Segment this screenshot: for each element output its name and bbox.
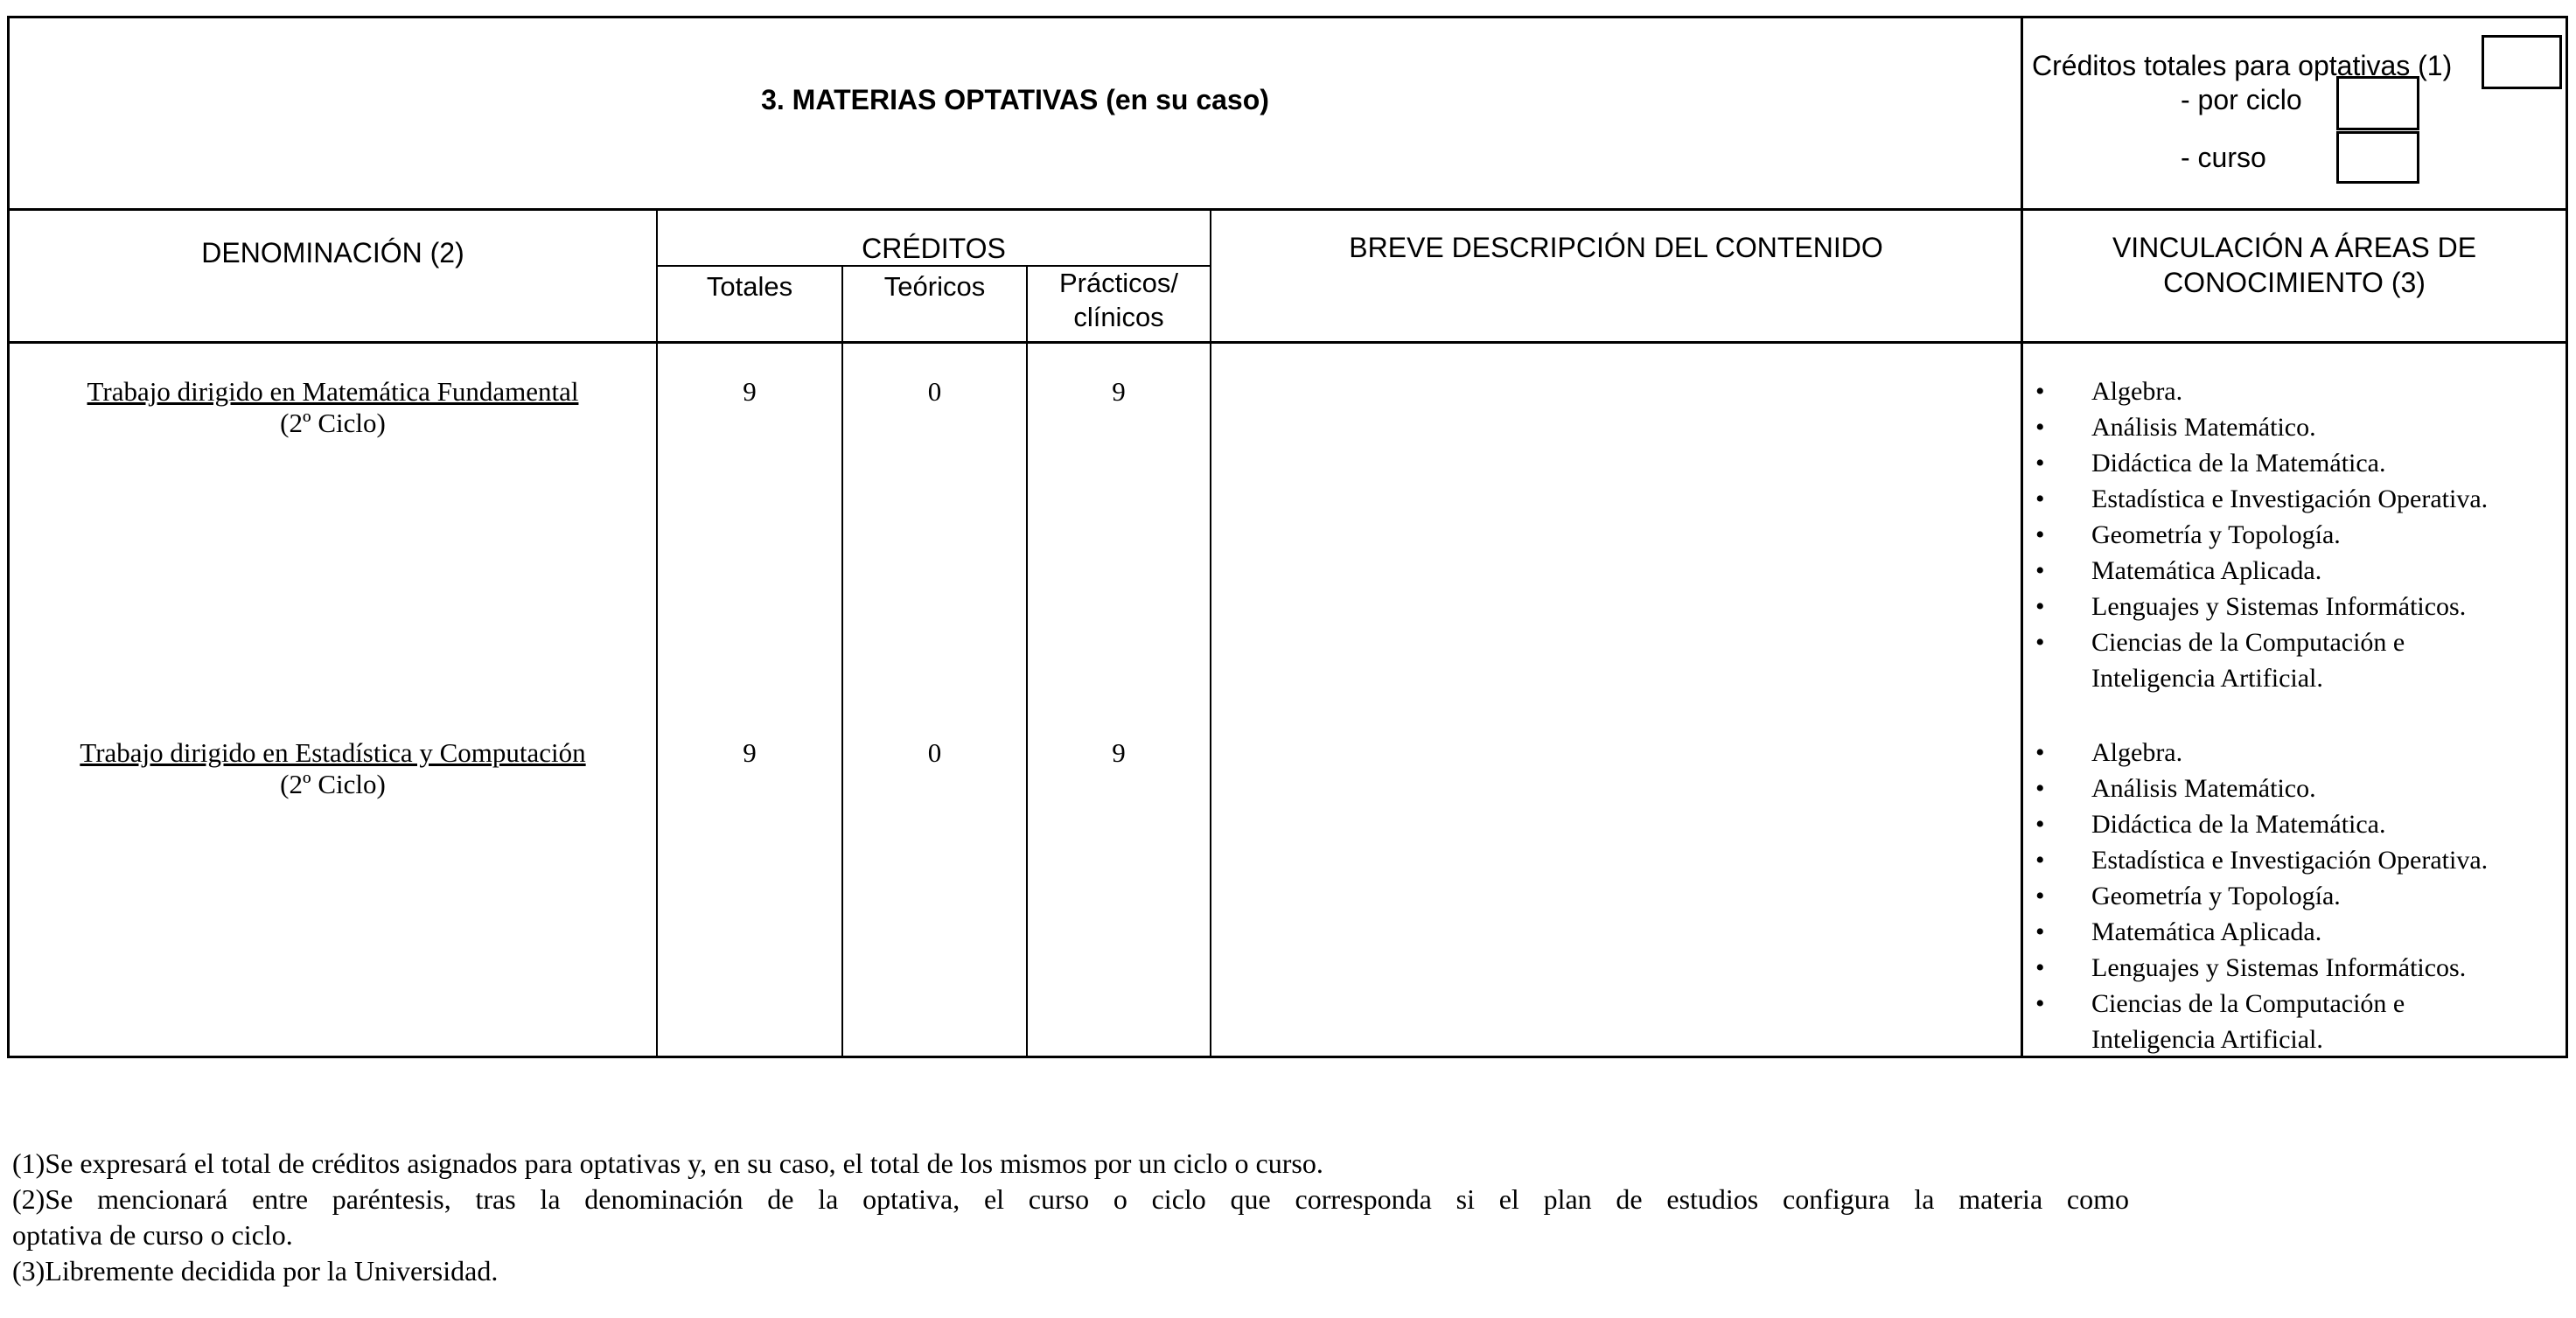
area-item: • Lenguajes y Sistemas Informáticos. xyxy=(2035,589,2560,624)
area-item: • Análisis Matemático. xyxy=(2035,771,2560,806)
credits-totales-value: 9 xyxy=(743,737,757,768)
areas-list xyxy=(2035,735,2560,1057)
area-item: • Matemática Aplicada. xyxy=(2035,914,2560,950)
header-totales: Totales xyxy=(706,271,793,302)
column-divider-descripcion xyxy=(2021,16,2023,1058)
footnote-2-line1: (2)Se mencionará entre paréntesis, tras la denominación de la optativa, el curso o ciclo que corresponda si el plan de estudios configura la materia como xyxy=(12,1183,2129,1215)
area-item: • Algebra. xyxy=(2035,373,2560,409)
creditos-subheader-divider xyxy=(656,265,1211,267)
credits-total-box[interactable] xyxy=(2482,35,2562,89)
header-row-divider xyxy=(7,341,2568,344)
materia-title: Trabajo dirigido en Matemática Fundamental xyxy=(87,376,579,407)
area-item: • Geometría y Topología. xyxy=(2035,517,2560,553)
materia-title: Trabajo dirigido en Estadística y Computación xyxy=(80,737,586,768)
credits-total-label: Créditos totales para optativas (1) xyxy=(2032,50,2453,81)
table-border-top xyxy=(7,16,2568,18)
per-course-label: - curso xyxy=(2181,142,2266,173)
credits-totales-value: 9 xyxy=(743,376,757,407)
footnote-1: (1)Se expresará el total de créditos asignados para optativas y, en su caso, el total de los mismos por un ciclo o curso. xyxy=(12,1147,1323,1179)
header-practicos-line2: clínicos xyxy=(1073,302,1164,332)
per-cycle-label: - por ciclo xyxy=(2181,84,2302,115)
section-title: 3. MATERIAS OPTATIVAS (en su caso) xyxy=(761,84,1269,115)
header-teoricos: Teóricos xyxy=(883,271,986,302)
header-vinculacion-line1: VINCULACIÓN A ÁREAS DE xyxy=(2112,232,2477,263)
per-course-box[interactable] xyxy=(2336,131,2419,184)
area-item: • Algebra. xyxy=(2035,735,2560,771)
credits-teoricos-value: 0 xyxy=(927,737,942,768)
area-item: • Didáctica de la Matemática. xyxy=(2035,445,2560,481)
title-row-divider xyxy=(7,208,2568,211)
area-item: • Ciencias de la Computación e xyxy=(2035,624,2560,660)
header-denominacion: DENOMINACIÓN (2) xyxy=(201,237,464,268)
area-item: • Análisis Matemático. xyxy=(2035,409,2560,445)
column-divider-practicos xyxy=(1210,208,1211,1058)
materia-name xyxy=(10,376,656,439)
footnote-2-line2: optativa de curso o ciclo. xyxy=(12,1219,293,1251)
per-cycle-box[interactable] xyxy=(2336,76,2419,130)
header-vinculacion-line2: CONOCIMIENTO (3) xyxy=(2163,267,2426,298)
area-item-continuation: Inteligencia Artificial. xyxy=(2091,1025,2323,1054)
credits-practicos-value: 9 xyxy=(1112,737,1126,768)
table-border-left xyxy=(7,16,10,1058)
area-item: • Didáctica de la Matemática. xyxy=(2035,806,2560,842)
area-item: • Estadística e Investigación Operativa. xyxy=(2035,481,2560,517)
header-creditos: CRÉDITOS xyxy=(862,233,1006,264)
area-item: • Ciencias de la Computación e xyxy=(2035,986,2560,1022)
header-descripcion: BREVE DESCRIPCIÓN DEL CONTENIDO xyxy=(1349,232,1883,263)
area-item: • Lenguajes y Sistemas Informáticos. xyxy=(2035,950,2560,986)
table-border-right xyxy=(2566,16,2568,1058)
footnotes xyxy=(12,1146,2129,1289)
area-item: • Geometría y Topología. xyxy=(2035,878,2560,914)
materia-cycle: (2º Ciclo) xyxy=(280,769,386,799)
column-divider-denominacion xyxy=(656,208,658,1058)
area-item-continuation: Inteligencia Artificial. xyxy=(2091,664,2323,693)
credits-teoricos-value: 0 xyxy=(927,376,942,407)
header-practicos-line1: Prácticos/ xyxy=(1058,268,1179,298)
materia-name xyxy=(10,737,656,800)
area-item: • Estadística e Investigación Operativa. xyxy=(2035,842,2560,878)
area-item: • Matemática Aplicada. xyxy=(2035,553,2560,589)
materia-cycle: (2º Ciclo) xyxy=(280,408,386,438)
footnote-3: (3)Libremente decidida por la Universidad. xyxy=(12,1255,499,1287)
credits-practicos-value: 9 xyxy=(1112,376,1126,407)
areas-list xyxy=(2035,373,2560,696)
